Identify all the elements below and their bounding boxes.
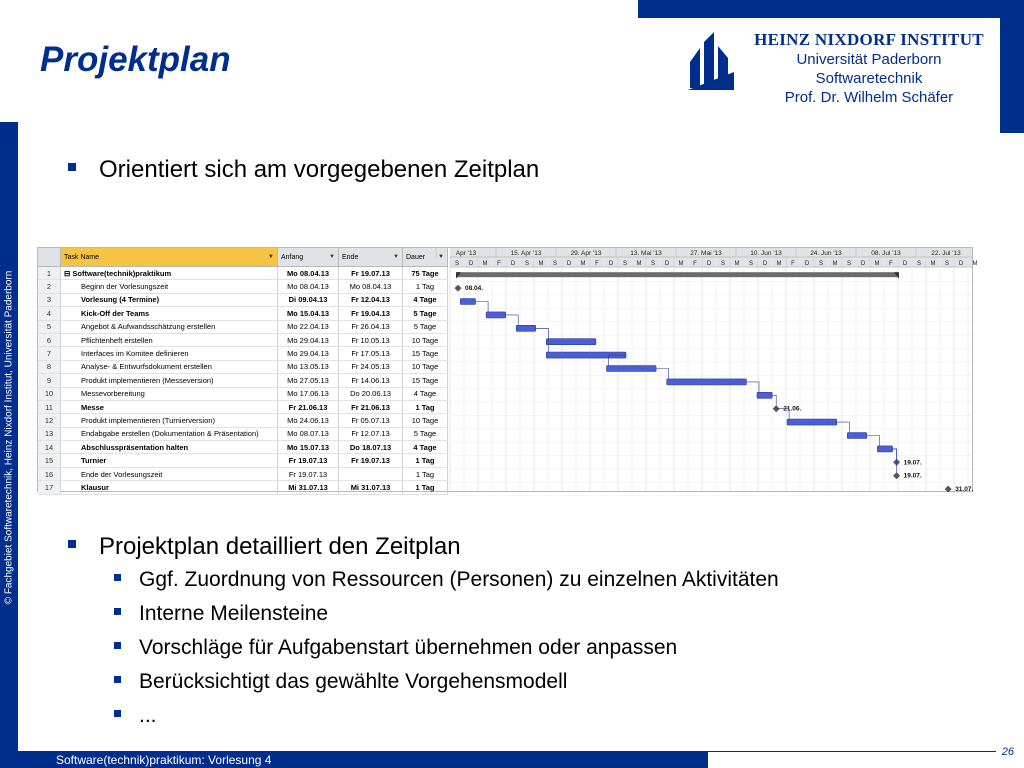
table-row[interactable]	[38, 454, 448, 467]
dependency-line	[837, 422, 850, 432]
week-label: 29. Apr '13	[570, 250, 602, 257]
cell-name: Kick-Off der Teams	[61, 307, 278, 319]
day-label: F	[693, 261, 697, 267]
cell-end: Mo 08.04.13	[339, 280, 403, 292]
week-label: 15. Apr '13	[510, 250, 542, 257]
institute-emblem-icon	[688, 32, 734, 90]
week-label: 22. Jul '13	[931, 250, 961, 257]
sub-bullet: Berücksichtigt das gewählte Vorgehensmodell	[114, 670, 779, 704]
day-label: S	[524, 261, 530, 267]
table-row[interactable]	[38, 428, 448, 441]
day-label: D	[902, 261, 908, 267]
dropdown-arrow-icon: ▼	[438, 254, 444, 260]
footer-line	[708, 751, 996, 752]
cell-id: 12	[38, 414, 61, 426]
cell-duration: 5 Tage	[403, 307, 448, 319]
cell-name: Klausur	[61, 481, 278, 493]
cell-start: Mo 24.06.13	[278, 414, 339, 426]
day-label: S	[622, 261, 628, 267]
cell-duration: 1 Tag	[403, 454, 448, 466]
cell-end: Fr 19.07.13	[339, 454, 403, 466]
day-label: S	[944, 261, 950, 267]
task-bar	[847, 433, 867, 439]
cell-duration: 15 Tage	[403, 374, 448, 386]
table-row[interactable]	[38, 388, 448, 401]
cell-end: Do 20.06.13	[339, 388, 403, 400]
gantt-chart	[37, 247, 978, 494]
cell-start: Mo 27.05.13	[278, 374, 339, 386]
task-bar	[667, 379, 747, 385]
task-bar	[546, 339, 596, 345]
cell-end: Fr 05.07.13	[339, 414, 403, 426]
week-label: Apr '13	[455, 250, 477, 257]
cell-start: Fr 19.07.13	[278, 468, 339, 480]
bullet-1: Orientiert sich am vorgegebenen Zeitplan	[68, 156, 539, 184]
cell-end: Do 18.07.13	[339, 441, 403, 453]
week-label: 13. Mai '13	[630, 250, 662, 257]
cell-start: Mo 17.06.13	[278, 388, 339, 400]
cell-start: Mo 22.04.13	[278, 321, 339, 333]
col-name-header[interactable]: Task Name ▼	[61, 248, 278, 266]
page-number: 26	[1001, 746, 1014, 758]
cell-start: Mo 15.07.13	[278, 441, 339, 453]
day-label: M	[874, 261, 880, 267]
table-row[interactable]	[38, 468, 448, 481]
table-row[interactable]	[38, 361, 448, 374]
cell-id: 13	[38, 428, 61, 440]
milestone-label: 31.07.	[955, 486, 974, 494]
bullet-2: Projektplan detailliert den Zeitplan	[68, 533, 461, 561]
table-row[interactable]	[38, 294, 448, 307]
cell-id: 5	[38, 321, 61, 333]
cell-start: Mo 08.07.13	[278, 428, 339, 440]
cell-name: Vorlesung (4 Termine)	[61, 294, 278, 306]
cell-start: Mi 31.07.13	[278, 481, 339, 493]
task-bar	[757, 392, 772, 398]
dependency-line	[476, 302, 489, 312]
lecture-label: Software(technik)praktikum: Vorlesung 4	[56, 753, 272, 767]
col-end-header[interactable]: Ende ▼	[339, 248, 403, 266]
top-bar	[638, 0, 1024, 18]
day-label: M	[832, 261, 838, 267]
cell-start: Fr 21.06.13	[278, 401, 339, 413]
cell-duration: 1 Tag	[403, 280, 448, 292]
table-row[interactable]	[38, 267, 448, 280]
cell-duration: 1 Tag	[403, 401, 448, 413]
dependency-line	[506, 315, 519, 325]
cell-start: Fr 19.07.13	[278, 454, 339, 466]
cell-start: Mo 08.04.13	[278, 280, 339, 292]
cell-duration: 5 Tage	[403, 428, 448, 440]
task-bar	[877, 446, 892, 452]
cell-duration: 1 Tag	[403, 481, 448, 493]
week-label: 10. Jun '13	[750, 250, 782, 257]
cell-end: Fr 12.07.13	[339, 428, 403, 440]
dropdown-arrow-icon: ▼	[268, 254, 274, 260]
day-label: S	[846, 261, 852, 267]
gantt-header	[38, 248, 448, 267]
day-label: D	[664, 261, 670, 267]
cell-duration: 15 Tage	[403, 347, 448, 359]
table-row[interactable]	[38, 307, 448, 320]
right-bar	[1000, 18, 1024, 133]
table-row[interactable]	[38, 280, 448, 293]
cell-end: Fr 14.06.13	[339, 374, 403, 386]
cell-end: Fr 17.05.13	[339, 347, 403, 359]
day-label: D	[958, 261, 964, 267]
sub-bullet: Ggf. Zuordnung von Ressourcen (Personen) zu einzelnen Aktivitäten	[114, 568, 779, 602]
task-bar	[607, 366, 657, 372]
cell-name: Analyse- & Entwurfsdokument erstellen	[61, 361, 278, 373]
week-label: 27. Mai '13	[690, 250, 722, 257]
table-row[interactable]	[38, 481, 448, 494]
cell-start: Mo 29.04.13	[278, 347, 339, 359]
day-label: S	[916, 261, 922, 267]
col-start-header[interactable]: Anfang ▼	[278, 248, 339, 266]
cell-id: 9	[38, 374, 61, 386]
cell-start: Mo 15.04.13	[278, 307, 339, 319]
cell-id: 4	[38, 307, 61, 319]
cell-name: Messevorbereitung	[61, 388, 278, 400]
day-label: S	[748, 261, 754, 267]
day-label: S	[720, 261, 726, 267]
cell-duration: 10 Tage	[403, 334, 448, 346]
day-label: M	[734, 261, 740, 267]
day-label: M	[776, 261, 782, 267]
cell-name: ⊟ Software(technik)praktikum	[61, 267, 278, 279]
cell-name: Ende der Vorlesungszeit	[61, 468, 278, 480]
cell-end: Fr 21.06.13	[339, 401, 403, 413]
cell-start: Mo 13.05.13	[278, 361, 339, 373]
day-label: D	[468, 261, 474, 267]
bullet-square-icon	[68, 163, 76, 171]
cell-id: 17	[38, 481, 61, 493]
cell-start: Mo 08.04.13	[278, 267, 339, 279]
table-row[interactable]	[38, 334, 448, 347]
day-label: M	[972, 261, 978, 267]
day-label: S	[818, 261, 824, 267]
institute-logo	[688, 28, 994, 114]
cell-id: 11	[38, 401, 61, 413]
milestone-marker	[455, 285, 462, 292]
cell-end: Fr 19.07.13	[339, 267, 403, 279]
cell-duration: 1 Tag	[403, 468, 448, 480]
milestone-label: 08.04.	[465, 285, 484, 293]
bullet-square-icon	[114, 642, 121, 649]
cell-id: 3	[38, 294, 61, 306]
cell-end: Fr 19.04.13	[339, 307, 403, 319]
cell-end: Fr 24.05.13	[339, 361, 403, 373]
cell-id: 1	[38, 267, 61, 279]
col-id-header	[38, 248, 61, 266]
day-label: M	[580, 261, 586, 267]
cell-name: Endabgabe erstellen (Dokumentation & Präsentation)	[61, 428, 278, 440]
cell-id: 10	[38, 388, 61, 400]
gantt-table	[38, 248, 448, 491]
dependency-line	[656, 369, 669, 379]
logo-line-3: Softwaretechnik	[815, 70, 923, 87]
week-label: 08. Jul '13	[871, 250, 901, 257]
sub-bullet: Interne Meilensteine	[114, 602, 779, 636]
table-row[interactable]	[38, 347, 448, 360]
day-label: D	[762, 261, 768, 267]
table-row[interactable]	[38, 401, 448, 414]
cell-id: 6	[38, 334, 61, 346]
cell-id: 8	[38, 361, 61, 373]
logo-line-1: HEINZ NIXDORF INSTITUT	[754, 30, 984, 49]
cell-duration: 75 Tage	[403, 267, 448, 279]
gantt-timeline	[450, 248, 978, 494]
cell-name: Beginn der Vorlesungszeit	[61, 280, 278, 292]
side-copyright: © Fachgebiet Softwaretechnik, Heinz Nixdorf Institut, Universität Paderborn	[3, 270, 15, 604]
bullet-square-icon	[114, 710, 121, 717]
milestone-label: 19.07.	[903, 459, 922, 467]
day-label: F	[791, 261, 795, 267]
cell-start: Mo 29.04.13	[278, 334, 339, 346]
day-label: M	[678, 261, 684, 267]
cell-end: Fr 12.04.13	[339, 294, 403, 306]
logo-line-4: Prof. Dr. Wilhelm Schäfer	[784, 89, 954, 106]
sub-bullet-list	[114, 568, 779, 738]
day-label: M	[930, 261, 936, 267]
logo-line-2: Universität Paderborn	[796, 51, 942, 68]
cell-duration: 4 Tage	[403, 441, 448, 453]
gantt-rows	[38, 267, 448, 495]
day-label: M	[636, 261, 642, 267]
task-bar	[486, 312, 506, 318]
cell-name: Turnier	[61, 454, 278, 466]
footer-bar	[18, 751, 708, 768]
cell-duration: 4 Tage	[403, 294, 448, 306]
cell-end	[339, 468, 403, 480]
day-label: M	[482, 261, 488, 267]
dependency-line	[746, 382, 759, 392]
milestone-label: 19.07.	[903, 472, 922, 480]
day-label: F	[889, 261, 893, 267]
cell-duration: 5 Tage	[403, 321, 448, 333]
sub-bullet: ...	[114, 704, 779, 738]
task-bar	[516, 325, 536, 331]
cell-id: 14	[38, 441, 61, 453]
cell-name: Produkt implementieren (Messeversion)	[61, 374, 278, 386]
task-bar	[787, 419, 837, 425]
cell-end: Fr 10.05.13	[339, 334, 403, 346]
day-label: D	[804, 261, 810, 267]
day-label: D	[706, 261, 712, 267]
milestone-marker	[945, 486, 952, 493]
cell-end: Fr 26.04.13	[339, 321, 403, 333]
table-row[interactable]	[38, 441, 448, 454]
day-label: D	[566, 261, 572, 267]
task-bar	[460, 299, 475, 305]
cell-start: Di 09.04.13	[278, 294, 339, 306]
week-label: 24. Jun '13	[810, 250, 842, 257]
dependency-line	[536, 328, 549, 338]
bullet-square-icon	[114, 608, 121, 615]
dependency-line	[867, 436, 880, 446]
day-label: D	[608, 261, 614, 267]
day-label: F	[595, 261, 599, 267]
dependency-line	[893, 449, 897, 459]
dropdown-arrow-icon: ▼	[393, 254, 399, 260]
cell-end: Mi 31.07.13	[339, 481, 403, 493]
day-label: S	[552, 261, 558, 267]
bullet-square-icon	[68, 540, 76, 548]
day-label: S	[454, 261, 460, 267]
day-label: D	[860, 261, 866, 267]
cell-name: Abschlusspräsentation halten	[61, 441, 278, 453]
dependency-line	[772, 395, 776, 405]
cell-name: Pflichtenheft erstellen	[61, 334, 278, 346]
cell-duration: 10 Tage	[403, 414, 448, 426]
cell-duration: 4 Tage	[403, 388, 448, 400]
table-row[interactable]	[38, 414, 448, 427]
sub-bullet: Vorschläge für Aufgabenstart übernehmen oder anpassen	[114, 636, 779, 670]
day-label: D	[510, 261, 516, 267]
cell-id: 15	[38, 454, 61, 466]
table-row[interactable]	[38, 374, 448, 387]
day-label: F	[497, 261, 501, 267]
day-label: M	[538, 261, 544, 267]
cell-name: Angebot & Aufwandsschätzung erstellen	[61, 321, 278, 333]
gantt-timeline-svg	[450, 248, 978, 494]
bullet-square-icon	[114, 676, 121, 683]
cell-name: Interfaces im Komitee definieren	[61, 347, 278, 359]
page-title: Projektplan	[40, 40, 231, 79]
cell-id: 16	[38, 468, 61, 480]
table-row[interactable]	[38, 321, 448, 334]
day-label: S	[650, 261, 656, 267]
milestone-label: 21.06.	[783, 405, 802, 413]
dropdown-arrow-icon: ▼	[329, 254, 335, 260]
cell-name: Messe	[61, 401, 278, 413]
cell-id: 2	[38, 280, 61, 292]
milestone-marker	[893, 472, 900, 479]
cell-id: 7	[38, 347, 61, 359]
cell-name: Produkt implementieren (Turnierversion)	[61, 414, 278, 426]
bullet-square-icon	[114, 574, 121, 581]
col-duration-header[interactable]: Dauer ▼	[403, 248, 448, 266]
summary-bar	[456, 272, 899, 277]
cell-duration: 10 Tage	[403, 361, 448, 373]
